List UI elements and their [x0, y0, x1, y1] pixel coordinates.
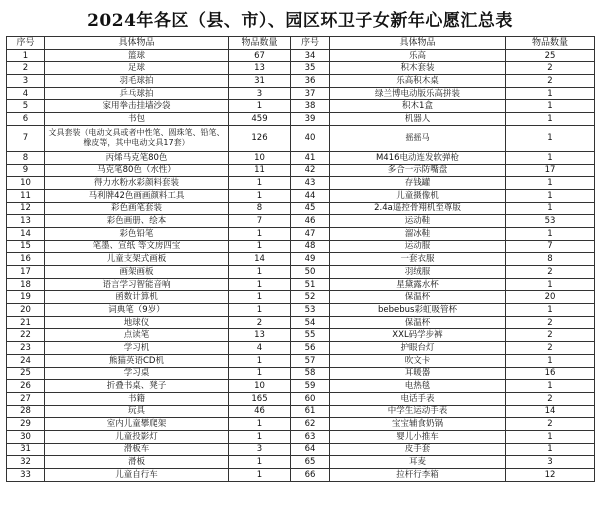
- row-qty: 16: [506, 367, 595, 380]
- row-qty: 1: [506, 151, 595, 164]
- row-no: 4: [7, 87, 45, 100]
- row-item: 丙烯马克笔80色: [45, 151, 229, 164]
- row-no: 18: [7, 278, 45, 291]
- table-row: [7, 227, 595, 240]
- row-item: 摇摇马: [330, 125, 506, 151]
- table-row: [7, 202, 595, 215]
- row-item: 文具套装（电动文具或者中性笔、圆珠笔、铅笔、橡皮等，其中电动文具17套）: [45, 125, 229, 151]
- row-no: 45: [291, 202, 330, 215]
- row-no: 39: [291, 113, 330, 126]
- table-row: [7, 253, 595, 266]
- row-no: 40: [291, 125, 330, 151]
- row-no: 58: [291, 367, 330, 380]
- row-qty: 25: [506, 49, 595, 62]
- row-item: 电热毯: [330, 380, 506, 393]
- row-item: 乐高: [330, 49, 506, 62]
- row-qty: 1: [506, 278, 595, 291]
- row-qty: 1: [506, 87, 595, 100]
- row-no: 8: [7, 151, 45, 164]
- row-no: 59: [291, 380, 330, 393]
- row-qty: 1: [229, 189, 291, 202]
- row-item: 书籍: [45, 392, 229, 405]
- row-no: 44: [291, 189, 330, 202]
- row-item: 彩色画笔套装: [45, 202, 229, 215]
- row-item: 积木套装: [330, 62, 506, 75]
- row-qty: 1: [229, 469, 291, 482]
- row-item: 电话手表: [330, 392, 506, 405]
- row-no: 34: [291, 49, 330, 62]
- row-no: 19: [7, 291, 45, 304]
- row-item: 室内儿童攀爬架: [45, 418, 229, 431]
- row-item: 儿童摄像机: [330, 189, 506, 202]
- row-item: 足球: [45, 62, 229, 75]
- row-no: 20: [7, 304, 45, 317]
- row-qty: 1: [229, 100, 291, 113]
- row-item: 羽毛球拍: [45, 75, 229, 88]
- table-row: [7, 278, 595, 291]
- row-qty: 2: [506, 62, 595, 75]
- row-no: 15: [7, 240, 45, 253]
- row-item: 书包: [45, 113, 229, 126]
- table-row: [7, 430, 595, 443]
- row-item: 画架画板: [45, 266, 229, 279]
- row-qty: 1: [506, 430, 595, 443]
- row-no: 49: [291, 253, 330, 266]
- header-qty-right: 物品数量: [506, 37, 595, 50]
- row-item: 马利牌42色画画颜料工具: [45, 189, 229, 202]
- row-qty: 1: [229, 367, 291, 380]
- row-item: 2.4a遥控骨翔机至尊版: [330, 202, 506, 215]
- header-row: [7, 37, 595, 50]
- table-row: [7, 177, 595, 190]
- row-item: 护眼台灯: [330, 342, 506, 355]
- row-no: 61: [291, 405, 330, 418]
- row-no: 46: [291, 215, 330, 228]
- row-item: 滑板车: [45, 443, 229, 456]
- table-row: [7, 329, 595, 342]
- table-row: [7, 354, 595, 367]
- row-item: 拉杆行李箱: [330, 469, 506, 482]
- row-qty: 13: [229, 329, 291, 342]
- row-no: 16: [7, 253, 45, 266]
- row-no: 9: [7, 164, 45, 177]
- table-row: [7, 100, 595, 113]
- table-row: [7, 151, 595, 164]
- row-qty: 10: [229, 380, 291, 393]
- row-item: 保温杯: [330, 291, 506, 304]
- row-item: 学习桌: [45, 367, 229, 380]
- row-qty: 53: [506, 215, 595, 228]
- row-no: 37: [291, 87, 330, 100]
- row-qty: 1: [506, 380, 595, 393]
- row-item: 彩色铅笔: [45, 227, 229, 240]
- table-row: [7, 75, 595, 88]
- row-qty: 2: [506, 316, 595, 329]
- row-no: 50: [291, 266, 330, 279]
- row-no: 51: [291, 278, 330, 291]
- row-item: 儿童投影灯: [45, 430, 229, 443]
- table-row: [7, 405, 595, 418]
- row-item: 词典笔（9岁）: [45, 304, 229, 317]
- row-qty: 20: [506, 291, 595, 304]
- row-no: 43: [291, 177, 330, 190]
- row-no: 22: [7, 329, 45, 342]
- row-item: 保温杯: [330, 316, 506, 329]
- row-no: 64: [291, 443, 330, 456]
- row-item: 儿童支架式画板: [45, 253, 229, 266]
- row-item: 地球仪: [45, 316, 229, 329]
- table-row: [7, 87, 595, 100]
- row-qty: 3: [229, 87, 291, 100]
- table-row: [7, 125, 595, 151]
- row-qty: 1: [506, 227, 595, 240]
- table-row: [7, 469, 595, 482]
- row-item: 存钱罐: [330, 177, 506, 190]
- row-no: 52: [291, 291, 330, 304]
- row-qty: 1: [229, 278, 291, 291]
- row-no: 17: [7, 266, 45, 279]
- table-row: [7, 342, 595, 355]
- row-qty: 2: [506, 342, 595, 355]
- row-no: 31: [7, 443, 45, 456]
- row-qty: 2: [506, 418, 595, 431]
- row-no: 55: [291, 329, 330, 342]
- row-no: 3: [7, 75, 45, 88]
- row-no: 33: [7, 469, 45, 482]
- table-row: [7, 215, 595, 228]
- table-row: [7, 380, 595, 393]
- row-item: 得力水粉水彩颜料套装: [45, 177, 229, 190]
- row-item: 宝宝辅食奶锅: [330, 418, 506, 431]
- row-qty: 126: [229, 125, 291, 151]
- row-qty: 46: [229, 405, 291, 418]
- row-item: 多合一示防嘴盘: [330, 164, 506, 177]
- row-qty: 7: [229, 215, 291, 228]
- row-item: 耳麦: [330, 456, 506, 469]
- row-qty: 1: [229, 291, 291, 304]
- row-item: 中学生运动手表: [330, 405, 506, 418]
- table-row: [7, 164, 595, 177]
- row-qty: 13: [229, 62, 291, 75]
- row-qty: 3: [506, 456, 595, 469]
- row-qty: 459: [229, 113, 291, 126]
- row-qty: 4: [229, 342, 291, 355]
- row-qty: 1: [229, 456, 291, 469]
- row-no: 47: [291, 227, 330, 240]
- row-qty: 7: [506, 240, 595, 253]
- row-item: 家用拳击挂墙沙袋: [45, 100, 229, 113]
- row-qty: 1: [506, 354, 595, 367]
- row-item: 折叠书桌、凳子: [45, 380, 229, 393]
- row-qty: 14: [229, 253, 291, 266]
- row-qty: 1: [229, 266, 291, 279]
- row-no: 5: [7, 100, 45, 113]
- row-no: 6: [7, 113, 45, 126]
- sheet-title: 2024年各区（县、市）、园区环卫子女新年心愿汇总表: [87, 11, 513, 31]
- row-qty: 1: [506, 189, 595, 202]
- row-item: 玩具: [45, 405, 229, 418]
- table-row: [7, 291, 595, 304]
- row-item: 溜冰鞋: [330, 227, 506, 240]
- row-qty: 1: [229, 430, 291, 443]
- row-qty: 165: [229, 392, 291, 405]
- table-row: [7, 304, 595, 317]
- row-no: 13: [7, 215, 45, 228]
- row-item: bebebus彩虹吸管杯: [330, 304, 506, 317]
- row-item: XXL码学步裤: [330, 329, 506, 342]
- row-no: 1: [7, 49, 45, 62]
- row-no: 29: [7, 418, 45, 431]
- row-item: 儿童自行车: [45, 469, 229, 482]
- row-item: 运动鞋: [330, 215, 506, 228]
- row-no: 26: [7, 380, 45, 393]
- row-no: 7: [7, 125, 45, 151]
- row-qty: 11: [229, 164, 291, 177]
- row-qty: 1: [506, 202, 595, 215]
- row-no: 42: [291, 164, 330, 177]
- table-row: [7, 443, 595, 456]
- row-no: 21: [7, 316, 45, 329]
- row-item: 笔墨、宣纸 等文房四宝: [45, 240, 229, 253]
- row-no: 63: [291, 430, 330, 443]
- row-qty: 1: [229, 227, 291, 240]
- row-qty: 1: [229, 240, 291, 253]
- row-item: 篮球: [45, 49, 229, 62]
- table-row: [7, 392, 595, 405]
- row-qty: 14: [506, 405, 595, 418]
- row-no: 25: [7, 367, 45, 380]
- row-qty: 8: [229, 202, 291, 215]
- row-item: 点读笔: [45, 329, 229, 342]
- row-item: 一套衣服: [330, 253, 506, 266]
- row-qty: 2: [506, 266, 595, 279]
- row-no: 56: [291, 342, 330, 355]
- header-item-left: 具体物品: [45, 37, 229, 50]
- row-item: 马克笔80色（水性）: [45, 164, 229, 177]
- row-no: 35: [291, 62, 330, 75]
- row-item: 函数计算机: [45, 291, 229, 304]
- row-item: 皮手套: [330, 443, 506, 456]
- row-item: 乒乓球拍: [45, 87, 229, 100]
- row-qty: 10: [229, 151, 291, 164]
- row-no: 54: [291, 316, 330, 329]
- row-no: 11: [7, 189, 45, 202]
- row-item: 熊猫英语CD机: [45, 354, 229, 367]
- header-item-right: 具体物品: [330, 37, 506, 50]
- row-item: 耳暖器: [330, 367, 506, 380]
- row-no: 24: [7, 354, 45, 367]
- table-row: [7, 189, 595, 202]
- table-row: [7, 367, 595, 380]
- row-no: 65: [291, 456, 330, 469]
- row-item: 学习机: [45, 342, 229, 355]
- row-qty: 31: [229, 75, 291, 88]
- row-no: 57: [291, 354, 330, 367]
- row-no: 48: [291, 240, 330, 253]
- row-qty: 8: [506, 253, 595, 266]
- row-qty: 1: [506, 125, 595, 151]
- row-qty: 2: [229, 316, 291, 329]
- row-no: 30: [7, 430, 45, 443]
- row-qty: 17: [506, 164, 595, 177]
- row-no: 28: [7, 405, 45, 418]
- row-no: 62: [291, 418, 330, 431]
- row-no: 2: [7, 62, 45, 75]
- row-item: 语言学习智能音响: [45, 278, 229, 291]
- row-item: 乐高积木桌: [330, 75, 506, 88]
- row-qty: 1: [229, 354, 291, 367]
- wish-table: [6, 36, 595, 482]
- row-no: 36: [291, 75, 330, 88]
- row-qty: 2: [506, 392, 595, 405]
- row-item: 婴儿小推车: [330, 430, 506, 443]
- row-no: 23: [7, 342, 45, 355]
- row-no: 60: [291, 392, 330, 405]
- row-no: 38: [291, 100, 330, 113]
- table-row: [7, 113, 595, 126]
- row-item: 星黛露水杯: [330, 278, 506, 291]
- table-row: [7, 418, 595, 431]
- row-item: 滑板: [45, 456, 229, 469]
- row-item: 绿兰博电动版乐高拼装: [330, 87, 506, 100]
- row-no: 41: [291, 151, 330, 164]
- row-qty: 1: [506, 443, 595, 456]
- row-item: 积木1盒: [330, 100, 506, 113]
- header-no-right: 序号: [291, 37, 330, 50]
- row-item: 机器人: [330, 113, 506, 126]
- row-qty: 1: [506, 100, 595, 113]
- row-qty: 1: [229, 177, 291, 190]
- row-item: 羽绒服: [330, 266, 506, 279]
- row-qty: 2: [506, 329, 595, 342]
- row-no: 66: [291, 469, 330, 482]
- row-item: 吹文卡: [330, 354, 506, 367]
- row-item: 运动服: [330, 240, 506, 253]
- row-qty: 1: [506, 304, 595, 317]
- table-row: [7, 266, 595, 279]
- row-no: 10: [7, 177, 45, 190]
- row-qty: 3: [229, 443, 291, 456]
- table-row: [7, 316, 595, 329]
- row-no: 27: [7, 392, 45, 405]
- row-no: 12: [7, 202, 45, 215]
- table-row: [7, 456, 595, 469]
- row-qty: 1: [506, 113, 595, 126]
- row-item: 彩色画册、绘本: [45, 215, 229, 228]
- table-row: [7, 49, 595, 62]
- row-qty: 2: [506, 75, 595, 88]
- row-qty: 67: [229, 49, 291, 62]
- table-row: [7, 62, 595, 75]
- row-qty: 1: [229, 418, 291, 431]
- row-item: M416电动连发软弹枪: [330, 151, 506, 164]
- row-no: 53: [291, 304, 330, 317]
- table-row: [7, 240, 595, 253]
- row-no: 32: [7, 456, 45, 469]
- row-no: 14: [7, 227, 45, 240]
- row-qty: 1: [229, 304, 291, 317]
- header-no-left: 序号: [7, 37, 45, 50]
- header-qty-left: 物品数量: [229, 37, 291, 50]
- row-qty: 12: [506, 469, 595, 482]
- row-qty: 1: [506, 177, 595, 190]
